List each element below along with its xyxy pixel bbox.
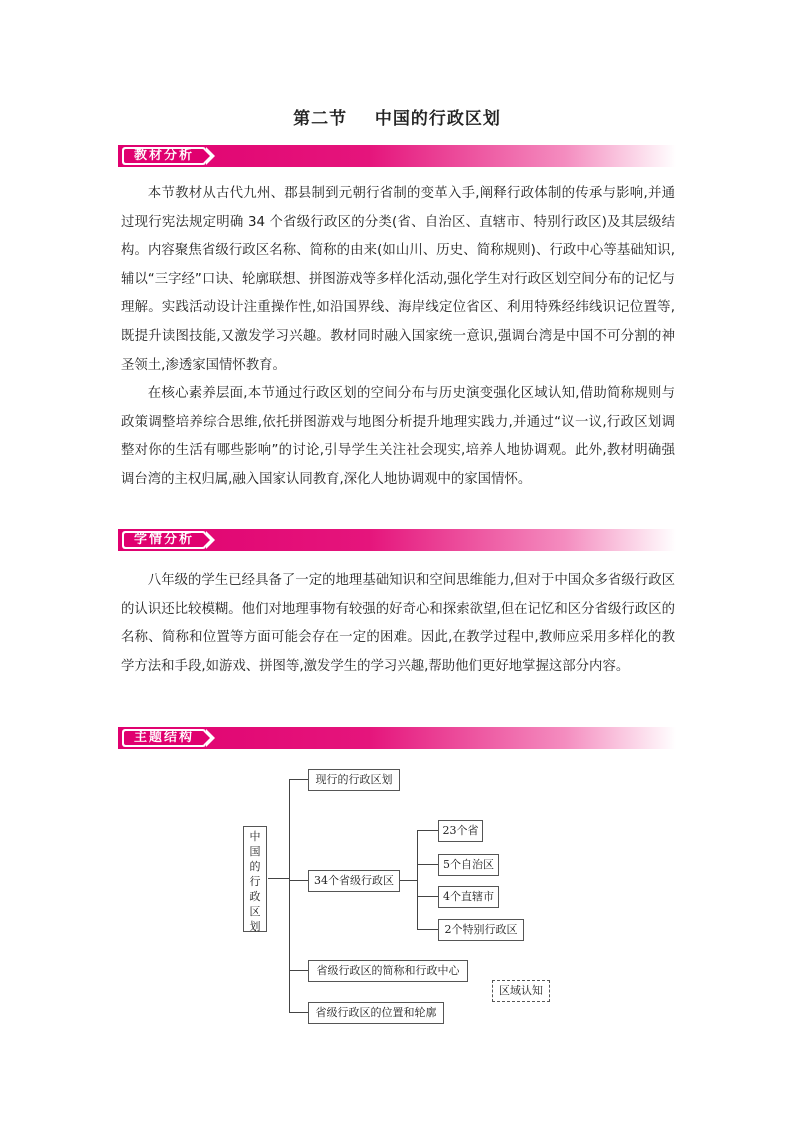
paragraph: 在核心素养层面,本节通过行政区划的空间分布与历史演变强化区域认知,借助简称规则与政策调整培养综合思维,依托拼图游戏与地图分析提升地理实践力,并通过“议一议,行政区划调整对你的生活有哪些影响”的讨论,引导学生关注社会现实,培养人地协调观。此外,教材明确强调台湾的主权归属,融入国家认同教育,深化人地协调观中的家国情怀。 [121, 386, 675, 487]
section-header-tab [122, 147, 206, 165]
connector-line [417, 830, 418, 930]
connector-line [417, 864, 438, 865]
connector-line [268, 878, 289, 879]
section-body-learner-analysis [121, 567, 675, 681]
connector-line [289, 880, 308, 881]
diagram-node-position-outline: 省级行政区的位置和轮廓 [308, 1002, 444, 1024]
diagram-node-municipalities: 4个直辖市 [438, 886, 499, 908]
paragraph: 本节教材从古代九州、郡县制到元朝行省制的变革入手,阐释行政体制的传承与影响,并通过现行宪法规定明确 34 个省级行政区的分类(省、自治区、直辖市、特别行政区)及其层级结构。内容聚焦省级行政区名称、简称的由来(如山川、历史、简称规则)、行政中心等基础知识,辅以“三字经”口诀、轮廓联想、拼图游戏等多样化活动,强化学生对行政区划空间分布的记忆与理解。实践活动设计注重操作性,如沿国界线、海岸线定位省区、利用特殊经纬线识记位置等,既提升读图技能,又激发学习兴趣。教材同时融入国家统一意识,强调台湾是中国不可分割的神圣领土,渗透家国情怀教育。 [121, 186, 675, 373]
section-body-textbook-analysis [121, 180, 675, 495]
diagram-root-node: 中 国 的 行 政 区 划 [243, 826, 267, 932]
section-heading: 教材分析 [124, 149, 204, 163]
diagram-tag-regional-cognition: 区域认知 [492, 980, 550, 1002]
chevron-right-icon [203, 731, 210, 745]
connector-line [417, 929, 438, 930]
connector-line [289, 1012, 308, 1013]
diagram-node-abbreviations: 省级行政区的简称和行政中心 [308, 960, 468, 982]
chevron-right-icon [203, 533, 210, 547]
connector-line [417, 830, 438, 831]
section-heading: 学情分析 [124, 533, 204, 547]
chevron-right-icon [203, 149, 210, 163]
connector-line [289, 779, 290, 1012]
connector-line [289, 970, 308, 971]
page-title: 第二节 中国的行政区划 [293, 109, 501, 129]
section-header-topic-structure [118, 727, 676, 749]
diagram-node-autonomous-regions: 5个自治区 [438, 854, 499, 876]
connector-line [289, 779, 308, 780]
connector-line [398, 880, 417, 881]
diagram-node-sars: 2个特别行政区 [438, 919, 524, 941]
diagram-node-34-provincial: 34个省级行政区 [308, 870, 400, 892]
connector-line [417, 896, 438, 897]
section-heading: 主题结构 [124, 731, 204, 745]
section-header-learner-analysis [118, 529, 676, 551]
section-header-textbook-analysis [118, 145, 676, 167]
section-header-tab [122, 729, 206, 747]
diagram-node-provinces: 23个省 [438, 820, 483, 842]
diagram-node-current-division: 现行的行政区划 [308, 769, 400, 791]
paragraph: 八年级的学生已经具备了一定的地理基础知识和空间思维能力,但对于中国众多省级行政区的认识还比较模糊。他们对地理事物有较强的好奇心和探索欲望,但在记忆和区分省级行政区的名称、简称和位置等方面可能会存在一定的困难。因此,在教学过程中,教师应采用多样化的教学方法和手段,如游戏、拼图等,激发学生的学习兴趣,帮助他们更好地掌握这部分内容。 [121, 573, 675, 674]
section-header-tab [122, 531, 206, 549]
